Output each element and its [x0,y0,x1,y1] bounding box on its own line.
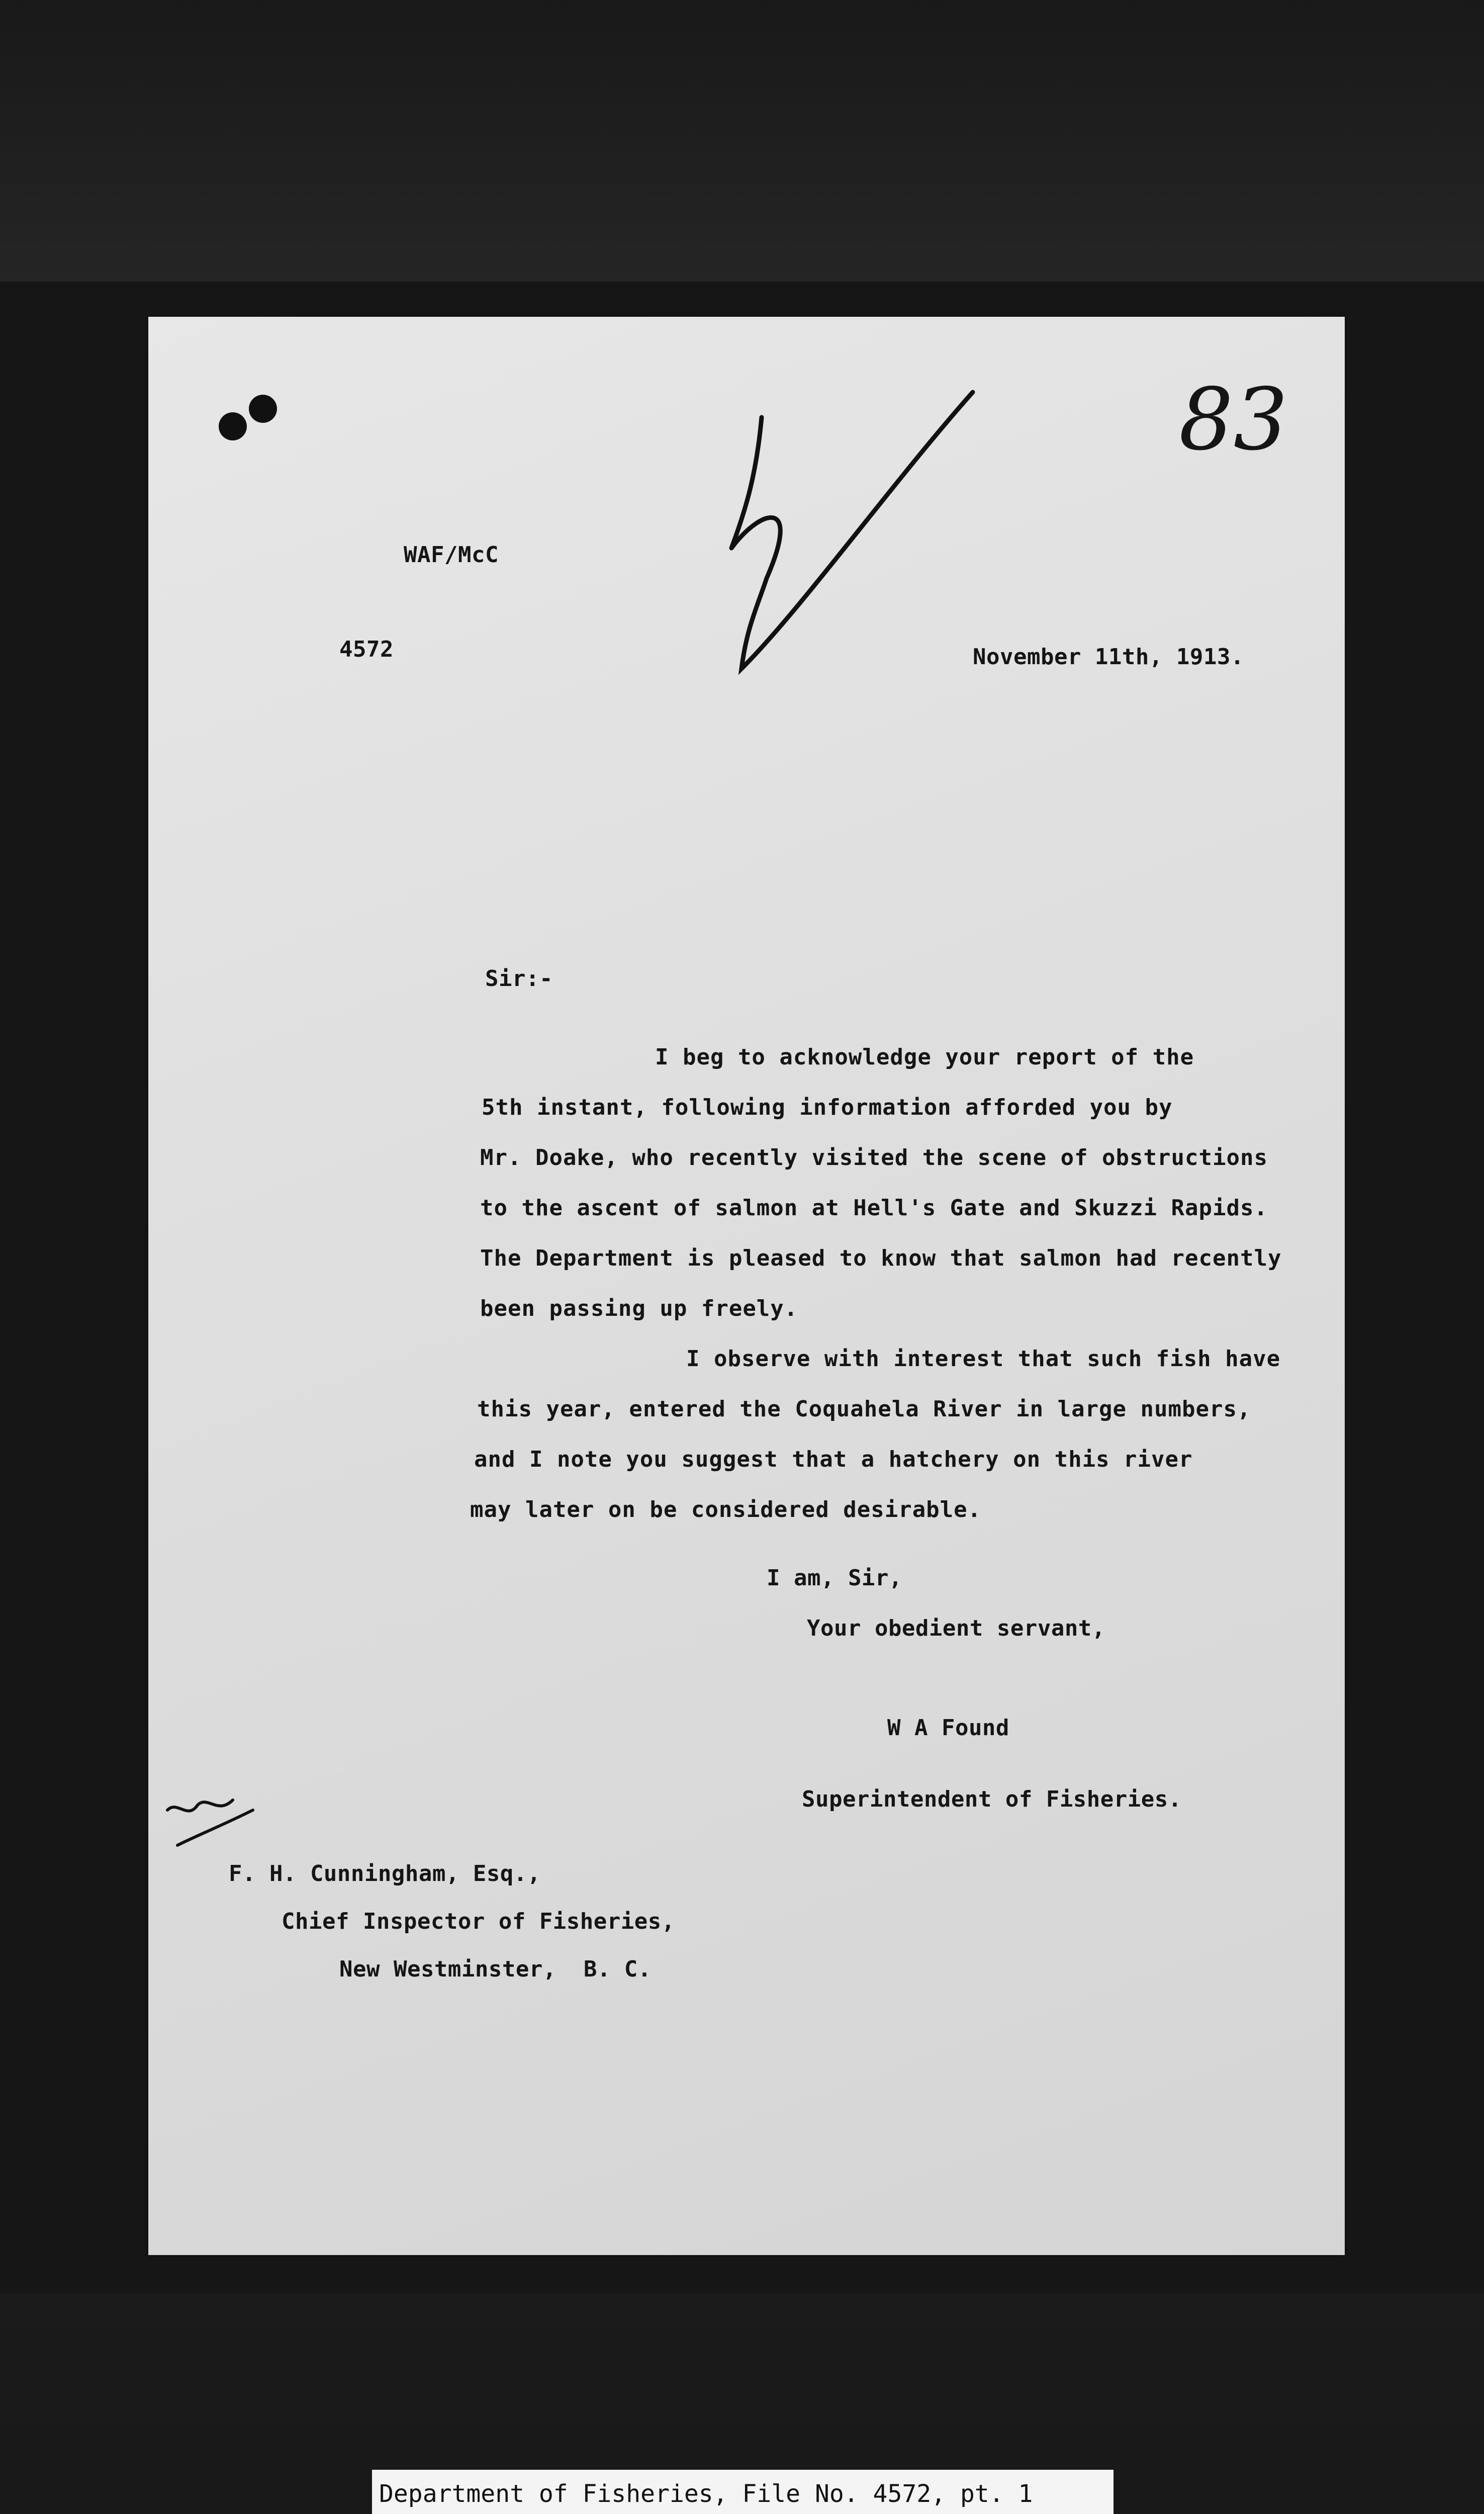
body-line: The Department is pleased to know that salmon had recently [480,1245,1282,1271]
film-frame-top [0,0,1484,282]
recipient-line: Chief Inspector of Fisheries, [282,1909,675,1934]
file-label: Department of Fisheries, File No. 4572, pt. 1 [372,2470,1114,2514]
punch-hole-left [219,412,247,440]
salutation: Sir:- [485,966,553,992]
handwritten-scribble-icon [681,357,983,659]
closing-line: Your obedient servant, [807,1615,1105,1641]
body-line: I observe with interest that such fish have [686,1346,1281,1372]
closing-line: I am, Sir, [767,1565,902,1591]
body-line: to the ascent of salmon at Hell's Gate and Skuzzi Rapids. [480,1195,1268,1221]
body-line: may later on be considered desirable. [470,1497,982,1522]
body-line: this year, entered the Coquahela River in large numbers, [477,1396,1251,1422]
initials-handwritten-icon [157,1790,258,1860]
signature-title: Superintendent of Fisheries. [802,1786,1182,1812]
page-number-handwritten: 83 [1179,370,1288,470]
recipient-line: F. H. Cunningham, Esq., [229,1861,541,1887]
body-line: and I note you suggest that a hatchery on this river [474,1447,1193,1472]
recipient-line: New Westminster, B. C. [339,1956,652,1982]
body-line: I beg to acknowledge your report of the [655,1044,1194,1070]
body-line: Mr. Doake, who recently visited the scene of obstructions [480,1145,1268,1171]
letter-page [148,317,1345,2255]
signature-name: W A Found [887,1715,1009,1741]
body-line: been passing up freely. [480,1296,798,1321]
body-line: 5th instant, following information afforded you by [482,1095,1173,1120]
reference-initials: WAF/McC [404,542,499,568]
file-number: 4572 [339,637,394,662]
letter-date: November 11th, 1913. [973,644,1244,670]
punch-hole-right [249,395,277,423]
